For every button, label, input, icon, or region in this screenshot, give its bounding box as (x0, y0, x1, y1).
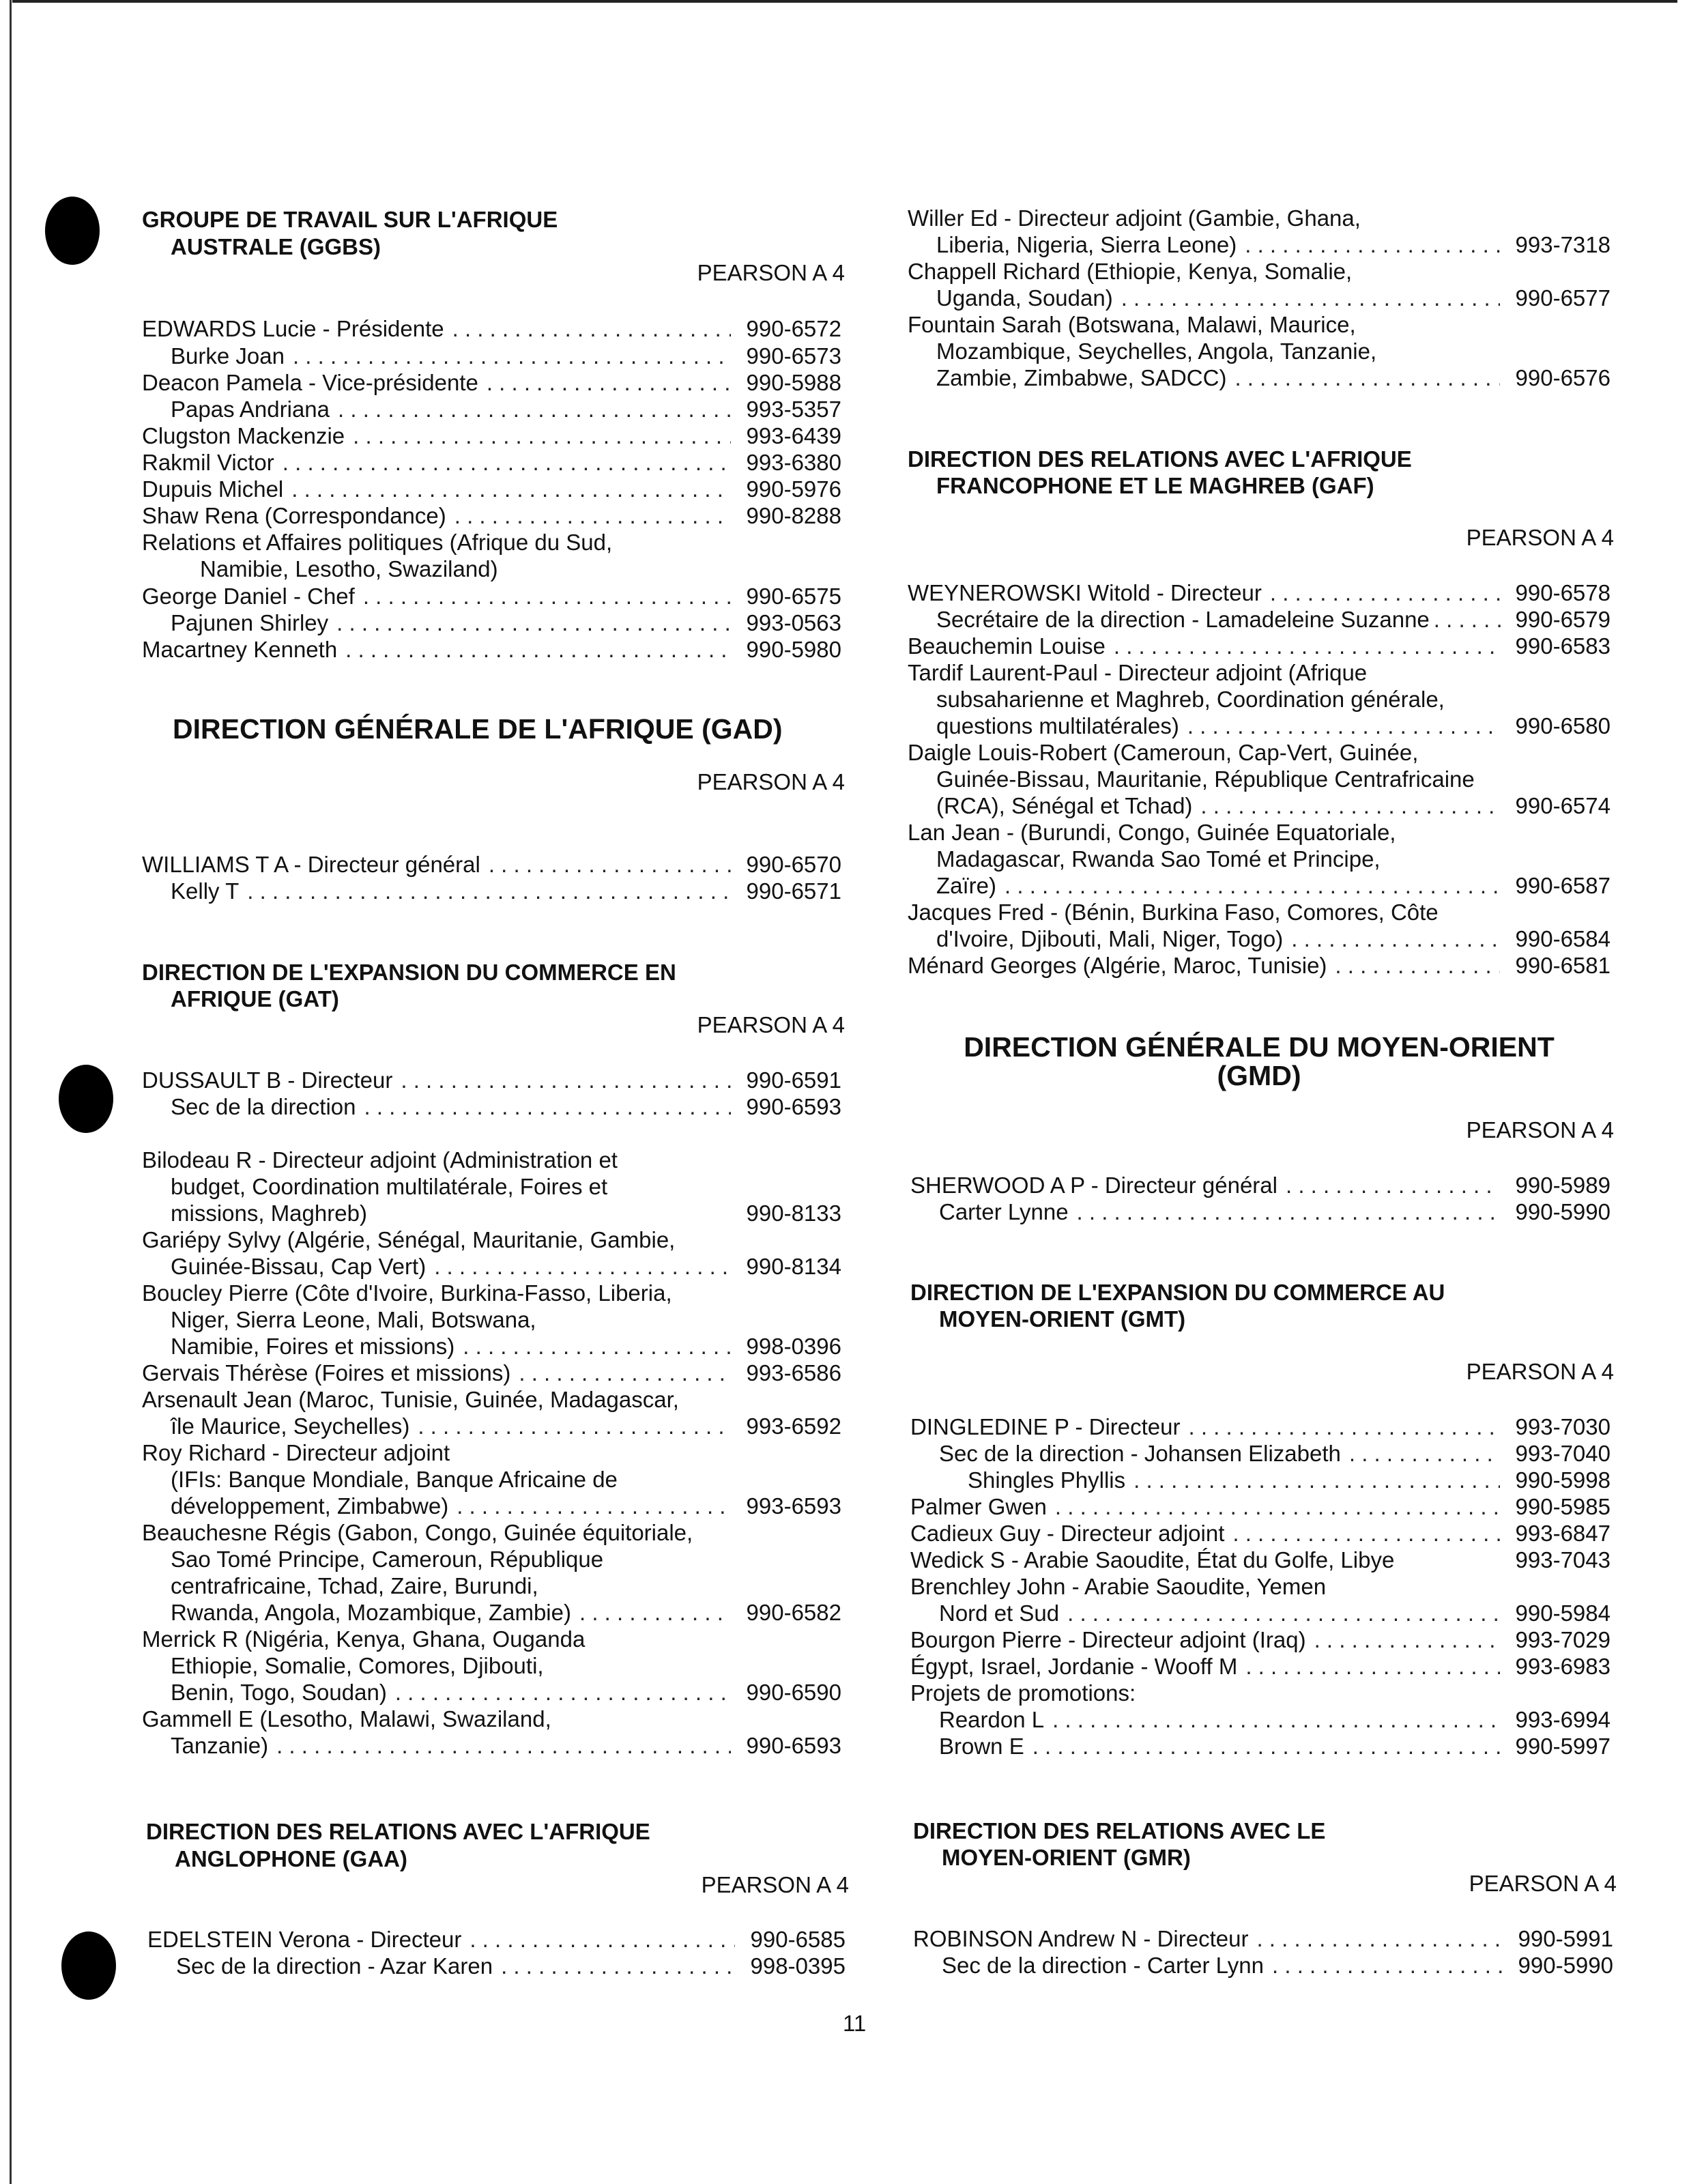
entry-name: Cadieux Guy - Directeur adjoint (910, 1521, 1225, 1546)
entry-name: Deacon Pamela - Vice-présidente (142, 370, 478, 395)
entry-name: île Maurice, Seychelles) (171, 1413, 410, 1439)
directory-entry (142, 476, 841, 503)
entry-text: Chappell Richard (Ethiopie, Kenya, Somalie, (908, 259, 1353, 284)
entry-phone: 990-5985 (1515, 1494, 1611, 1519)
entry-text: Arsenault Jean (Maroc, Tunisie, Guinée, Madagascar, (142, 1387, 679, 1412)
directory-entry (939, 1600, 1611, 1627)
entry-phone: 990-5990 (1518, 1953, 1613, 1978)
section-location: PEARSON A 4 (697, 260, 845, 285)
entry-phone: 990-5989 (1515, 1173, 1611, 1198)
section-title: DIRECTION DE L'EXPANSION DU COMMERCE AU (910, 1280, 1445, 1305)
directory-entry (910, 1172, 1611, 1199)
directory-entry (142, 851, 841, 878)
division-title: DIRECTION GÉNÉRALE DU MOYEN-ORIENT (964, 1031, 1555, 1063)
section-title: FRANCOPHONE ET LE MAGHREB (GAF) (936, 473, 1374, 498)
binder-hole (61, 1931, 116, 2000)
directory-entry (913, 1925, 1613, 1953)
entry-name: Carter Lynne (939, 1199, 1069, 1224)
entry-name: Benin, Togo, Soudan) (171, 1680, 387, 1705)
directory-entry (142, 315, 841, 343)
section-title: MOYEN-ORIENT (GMR) (942, 1845, 1191, 1870)
entry-name: Brown E (939, 1734, 1024, 1759)
entry-name: questions multilatérales) (936, 713, 1179, 738)
entry-text: subsaharienne et Maghreb, Coordination générale, (936, 687, 1445, 712)
entry-text: Guinée-Bissau, Mauritanie, République Centrafricaine (936, 766, 1475, 792)
directory-entry (908, 633, 1611, 660)
entry-phone: 990-6583 (1515, 633, 1611, 659)
directory-entry (142, 502, 841, 530)
entry-name: Secrétaire de la direction - Lamadeleine Suzanne (936, 607, 1430, 632)
directory-entry (171, 1732, 841, 1759)
entry-text: Gariépy Sylvy (Algérie, Sénégal, Mauritanie, Gambie, (142, 1227, 676, 1252)
directory-entry (939, 1198, 1611, 1226)
entry-phone: 993-6439 (746, 423, 841, 448)
section-location: PEARSON A 4 (697, 769, 845, 794)
entry-phone: 993-7029 (1515, 1627, 1611, 1652)
entry-name: Sec de la direction (171, 1094, 356, 1119)
directory-entry (171, 1200, 841, 1227)
directory-entry (908, 579, 1611, 607)
entry-name: Zaïre) (936, 873, 997, 898)
directory-entry (910, 1547, 1611, 1574)
entry-name: Uganda, Soudan) (936, 285, 1113, 311)
entry-phone: 990-6576 (1515, 365, 1611, 390)
directory-entry (171, 1679, 841, 1706)
entry-phone: 990-6582 (746, 1600, 841, 1625)
entry-phone: 990-6587 (1515, 873, 1611, 898)
entry-text: Madagascar, Rwanda Sao Tomé et Principe, (936, 846, 1381, 872)
entry-name: WILLIAMS T A - Directeur général (142, 852, 480, 877)
entry-text: Willer Ed - Directeur adjoint (Gambie, Ghana, (908, 205, 1361, 231)
section-title: DIRECTION DES RELATIONS AVEC L'AFRIQUE (908, 446, 1412, 472)
section-location: PEARSON A 4 (1466, 525, 1614, 550)
entry-phone: 993-7043 (1515, 1547, 1611, 1572)
directory-entry (171, 609, 841, 637)
entry-text: Tardif Laurent-Paul - Directeur adjoint (Afrique (908, 660, 1368, 685)
entry-text: budget, Coordination multilatérale, Foires et (171, 1174, 608, 1199)
entry-name: Macartney Kenneth (142, 637, 338, 662)
section-title: DIRECTION DES RELATIONS AVEC LE (913, 1818, 1326, 1843)
entry-phone: 990-5988 (746, 370, 841, 395)
entry-phone: 993-5357 (746, 397, 841, 422)
entry-name: Liberia, Nigeria, Sierra Leone) (936, 232, 1237, 257)
entry-phone: 993-7040 (1515, 1441, 1611, 1466)
entry-name: (RCA), Sénégal et Tchad) (936, 793, 1193, 818)
directory-entry (147, 1926, 846, 1953)
entry-phone: 990-8133 (746, 1201, 841, 1226)
directory-entry (171, 396, 841, 423)
entry-name: SHERWOOD A P - Directeur général (910, 1173, 1277, 1198)
entry-name: Wedick S - Arabie Saoudite, État du Golfe, Libye (910, 1547, 1395, 1572)
directory-entry (936, 713, 1611, 740)
entry-name: développement, Zimbabwe) (171, 1493, 449, 1519)
directory-entry (171, 1253, 841, 1280)
section-location: PEARSON A 4 (1466, 1359, 1614, 1384)
entry-name: George Daniel - Chef (142, 584, 355, 609)
directory-entry (171, 343, 841, 370)
entry-phone: 993-0563 (746, 610, 841, 635)
directory-entry (142, 369, 841, 397)
directory-entry (910, 1626, 1611, 1654)
directory-entry (171, 1493, 841, 1520)
entry-phone: 993-6586 (746, 1360, 841, 1385)
section-title: ANGLOPHONE (GAA) (175, 1846, 407, 1871)
entry-phone: 993-6994 (1515, 1707, 1611, 1732)
entry-text: Projets de promotions: (910, 1680, 1136, 1706)
entry-name: d'Ivoire, Djibouti, Mali, Niger, Togo) (936, 926, 1284, 951)
directory-entry (936, 231, 1611, 259)
entry-phone: 990-5997 (1515, 1734, 1611, 1759)
directory-entry (939, 1733, 1611, 1760)
entry-text: Beauchesne Régis (Gabon, Congo, Guinée équitoriale, (142, 1520, 693, 1545)
entry-name: Pajunen Shirley (171, 610, 329, 635)
page-left-border (10, 0, 12, 2184)
entry-text: Relations et Affaires politiques (Afrique du Sud, (142, 530, 613, 555)
section-title: MOYEN-ORIENT (GMT) (939, 1306, 1186, 1332)
section-location: PEARSON A 4 (1469, 1871, 1617, 1896)
entry-phone: 993-6593 (746, 1493, 841, 1519)
entry-phone: 990-5984 (1515, 1600, 1611, 1626)
binder-hole (59, 1065, 113, 1133)
directory-entry (942, 1952, 1613, 1979)
page-top-border (12, 0, 1677, 3)
directory-entry (142, 422, 841, 450)
entry-name: Guinée-Bissau, Cap Vert) (171, 1254, 427, 1279)
entry-text: Sao Tomé Principe, Cameroun, République (171, 1547, 604, 1572)
entry-phone: 990-6593 (746, 1094, 841, 1119)
directory-entry (910, 1493, 1611, 1521)
entry-name: DUSSAULT B - Directeur (142, 1067, 393, 1093)
entry-phone: 990-6579 (1515, 607, 1611, 632)
entry-phone: 990-6575 (746, 584, 841, 609)
directory-entry (171, 878, 841, 905)
directory-entry (142, 583, 841, 610)
entry-phone: 990-8288 (746, 503, 841, 528)
entry-name: Shingles Phyllis (968, 1467, 1126, 1493)
entry-name: Palmer Gwen (910, 1494, 1047, 1519)
entry-name: ROBINSON Andrew N - Directeur (913, 1926, 1249, 1951)
entry-phone: 990-6593 (746, 1733, 841, 1758)
entry-phone: 990-5990 (1515, 1199, 1611, 1224)
entry-name: Tanzanie) (171, 1733, 269, 1758)
entry-phone: 998-0395 (750, 1953, 846, 1979)
page-number: 11 (843, 2011, 867, 2036)
entry-name: Kelly T (171, 878, 240, 904)
entry-name: Beauchemin Louise (908, 633, 1106, 659)
entry-name: DINGLEDINE P - Directeur (910, 1414, 1181, 1439)
entry-text: Fountain Sarah (Botswana, Malawi, Maurice, (908, 312, 1356, 337)
entry-name: Nord et Sud (939, 1600, 1060, 1626)
entry-name: Dupuis Michel (142, 476, 284, 502)
entry-name: Ménard Georges (Algérie, Maroc, Tunisie) (908, 953, 1327, 978)
entry-text: (IFIs: Banque Mondiale, Banque Africaine de (171, 1467, 618, 1492)
directory-entry (939, 1706, 1611, 1734)
section-title: DIRECTION DES RELATIONS AVEC L'AFRIQUE (146, 1819, 650, 1844)
entry-name: Rwanda, Angola, Mozambique, Zambie) (171, 1600, 571, 1625)
directory-entry (171, 1599, 841, 1626)
entry-name: Reardon L (939, 1707, 1045, 1732)
entry-text: Ethiopie, Somalie, Comores, Djibouti, (171, 1653, 544, 1678)
entry-phone: 993-7030 (1515, 1414, 1611, 1439)
directory-entry (142, 1360, 841, 1387)
directory-entry (936, 925, 1611, 953)
directory-entry (936, 872, 1611, 900)
entry-phone: 998-0396 (746, 1334, 841, 1359)
section-title: DIRECTION DE L'EXPANSION DU COMMERCE EN (142, 960, 676, 985)
directory-entry (936, 606, 1611, 633)
directory-entry (910, 1413, 1611, 1441)
entry-phone: 990-6574 (1515, 793, 1611, 818)
entry-text: Namibie, Lesotho, Swaziland) (200, 556, 498, 581)
entry-name: WEYNEROWSKI Witold - Directeur (908, 580, 1262, 605)
entry-text: Roy Richard - Directeur adjoint (142, 1440, 450, 1465)
division-title: DIRECTION GÉNÉRALE DE L'AFRIQUE (GAD) (173, 713, 783, 745)
entry-phone: 990-5976 (746, 476, 841, 502)
directory-entry (936, 285, 1611, 312)
section-title: AFRIQUE (GAT) (171, 986, 339, 1011)
directory-entry (171, 1093, 841, 1121)
entry-phone: 993-7318 (1515, 232, 1611, 257)
directory-entry (908, 952, 1611, 979)
entry-phone: 993-6847 (1515, 1521, 1611, 1546)
entry-phone: 990-5980 (746, 637, 841, 662)
entry-phone: 990-6580 (1515, 713, 1611, 738)
entry-name: Clugston Mackenzie (142, 423, 345, 448)
directory-entry (142, 1067, 841, 1094)
directory-entry (968, 1467, 1611, 1494)
section-location: PEARSON A 4 (697, 1012, 845, 1037)
entry-text: Merrick R (Nigéria, Kenya, Ghana, Ouganda (142, 1626, 586, 1652)
entry-name: Namibie, Foires et missions) (171, 1334, 455, 1359)
entry-name: EDELSTEIN Verona - Directeur (147, 1927, 462, 1952)
entry-name: EDWARDS Lucie - Présidente (142, 316, 444, 341)
directory-entry (910, 1520, 1611, 1547)
directory-entry (142, 636, 841, 663)
entry-name: Sec de la direction - Johansen Elizabeth (939, 1441, 1341, 1466)
entry-name: Gervais Thérèse (Foires et missions) (142, 1360, 511, 1385)
entry-text: Lan Jean - (Burundi, Congo, Guinée Equatoriale, (908, 820, 1396, 845)
entry-name: Zambie, Zimbabwe, SADCC) (936, 365, 1227, 390)
entry-name: Sec de la direction - Azar Karen (176, 1953, 493, 1979)
entry-text: Gammell E (Lesotho, Malawi, Swaziland, (142, 1706, 551, 1732)
entry-phone: 990-6584 (1515, 926, 1611, 951)
entry-text: Bilodeau R - Directeur adjoint (Administration et (142, 1147, 618, 1173)
entry-phone: 990-5991 (1518, 1926, 1613, 1951)
directory-entry (171, 1413, 841, 1440)
entry-name: Rakmil Victor (142, 450, 274, 475)
entry-phone: 993-6983 (1515, 1654, 1611, 1679)
directory-entry (939, 1440, 1611, 1467)
entry-text: Jacques Fred - (Bénin, Burkina Faso, Comores, Côte (908, 900, 1439, 925)
entry-name: Shaw Rena (Correspondance) (142, 503, 446, 528)
entry-phone: 990-6577 (1515, 285, 1611, 311)
entry-phone: 993-6592 (746, 1413, 841, 1439)
entry-name: Sec de la direction - Carter Lynn (942, 1953, 1265, 1978)
entry-phone: 990-6585 (750, 1927, 846, 1952)
directory-entry (171, 1333, 841, 1360)
entry-phone: 990-6578 (1515, 580, 1611, 605)
entry-text: Daigle Louis-Robert (Cameroun, Cap-Vert, Guinée, (908, 740, 1419, 765)
directory-entry (910, 1653, 1611, 1680)
entry-phone: 990-8134 (746, 1254, 841, 1279)
entry-phone: 990-6572 (746, 316, 841, 341)
entry-text: centrafricaine, Tchad, Zaire, Burundi, (171, 1573, 538, 1598)
entry-phone: 990-6591 (746, 1067, 841, 1093)
binder-hole (45, 197, 100, 265)
entry-text: Niger, Sierra Leone, Mali, Botswana, (171, 1307, 536, 1332)
directory-entry (142, 449, 841, 476)
section-title: GROUPE DE TRAVAIL SUR L'AFRIQUE (142, 207, 558, 232)
entry-name: Papas Andriana (171, 397, 330, 422)
directory-entry (936, 364, 1611, 392)
directory-entry (936, 792, 1611, 820)
entry-text: Mozambique, Seychelles, Angola, Tanzanie, (936, 339, 1377, 364)
entry-phone: 990-6581 (1515, 953, 1611, 978)
entry-name: Bourgon Pierre - Directeur adjoint (Iraq) (910, 1627, 1306, 1652)
section-title: AUSTRALE (GGBS) (171, 234, 381, 259)
entry-name: Burke Joan (171, 343, 285, 369)
division-title: (GMD) (1217, 1060, 1301, 1091)
entry-phone: 990-5998 (1515, 1467, 1611, 1493)
section-location: PEARSON A 4 (1466, 1117, 1614, 1143)
section-location: PEARSON A 4 (701, 1872, 849, 1897)
entry-name: Égypt, Israel, Jordanie - Wooff M (910, 1654, 1238, 1679)
entry-phone: 990-6570 (746, 852, 841, 877)
directory-entry (176, 1953, 846, 1980)
entry-name: missions, Maghreb) (171, 1201, 367, 1226)
entry-text: Boucley Pierre (Côte d'Ivoire, Burkina-Fasso, Liberia, (142, 1280, 672, 1306)
entry-text: Brenchley John - Arabie Saoudite, Yemen (910, 1574, 1327, 1599)
entry-phone: 990-6573 (746, 343, 841, 369)
entry-phone: 990-6571 (746, 878, 841, 904)
entry-phone: 990-6590 (746, 1680, 841, 1705)
entry-phone: 993-6380 (746, 450, 841, 475)
